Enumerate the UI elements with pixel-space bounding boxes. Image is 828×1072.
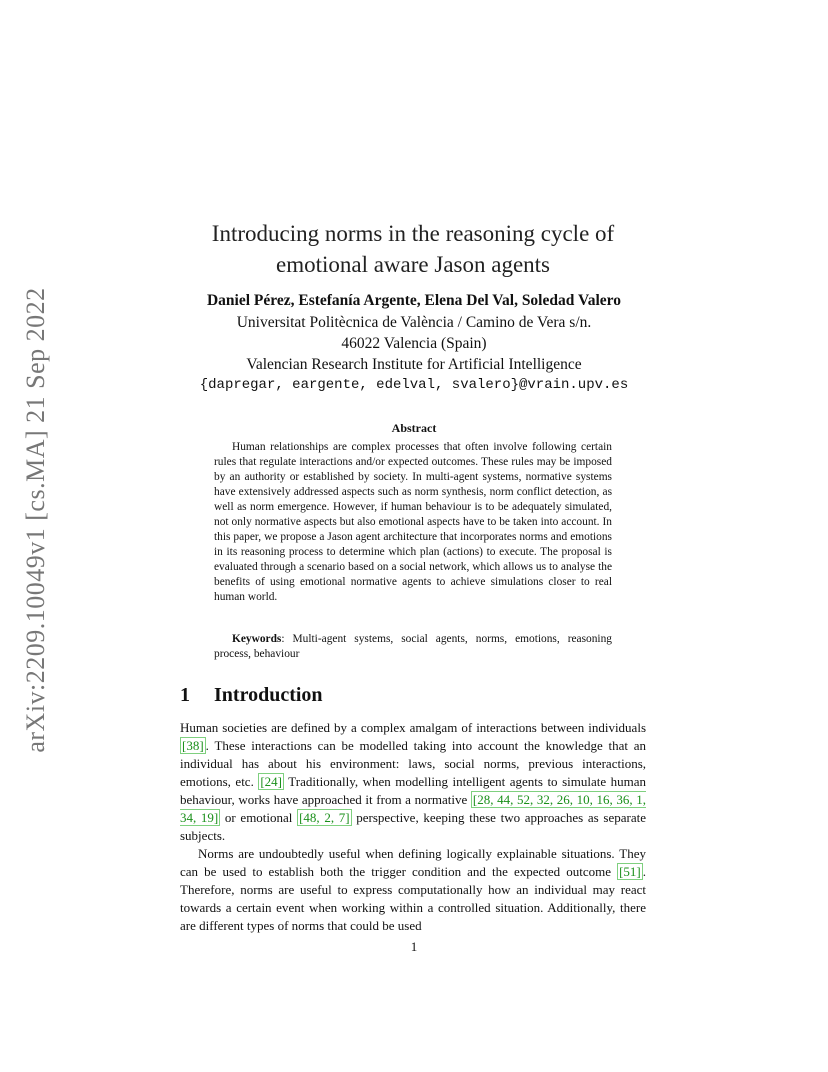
text-run: or emotional [220, 810, 298, 825]
keywords [214, 632, 612, 662]
affiliation-line-2: 46022 Valencia (Spain) [341, 335, 487, 352]
text-run: . These interactions can be modelled taking into account the knowledge that an individual has about his environment: laws, social norms, previous interactions, emotions, etc. [180, 738, 646, 789]
text-run: Human societies are defined by a complex amalgam of interactions between individuals [180, 720, 646, 735]
citation-link[interactable]: [48, 2, 7] [299, 810, 350, 825]
author-emails: {dapregar, eargente, edelval, svalero}@vrain.upv.es [199, 377, 629, 393]
author-list: Daniel Pérez, Estefanía Argente, Elena Del Val, Soledad Valero [206, 292, 622, 309]
arxiv-sidebar [16, 270, 56, 770]
section-title: Introduction [214, 684, 323, 706]
citation-link[interactable]: [51] [619, 864, 641, 879]
text-run: Traditionally, when modelling intelligent agents to simulate human behaviour, works have approached it from a normative [180, 774, 646, 807]
paper-title [168, 218, 658, 280]
arxiv-stamp: arXiv:2209.10049v1 [cs.MA] 21 Sep 2022 [21, 287, 50, 753]
section-heading [180, 684, 323, 707]
citation-link[interactable]: [38] [182, 738, 204, 753]
title-line-1: Introducing norms in the reasoning cycle of [211, 221, 615, 246]
affiliation-line-3: Valencian Research Institute for Artificial Intelligence [246, 356, 582, 373]
paragraph-2 [180, 845, 646, 935]
section-number: 1 [180, 684, 190, 706]
text-run: . Therefore, norms are useful to express computationally how an individual may react towards a certain event when working within a controlled situation. Additionally, there are different types of norms that could be used [180, 864, 646, 933]
keywords-text: : Multi-agent systems, social agents, norms, emotions, reasoning process, behaviour [214, 633, 612, 660]
abstract-text: Human relationships are complex processes that often involve following certain rules that regulate interactions and/or expected outcomes. These rules may be imposed by an authority or established by society. In multi-agent systems, normative systems have extensively addressed aspects such as norm synthesis, norm conflict detection, as well as norm emergence. However, if human behaviour is to be adequately simulated, not only normative aspects but also emotional aspects have to be taken into account. In this paper, we propose a Jason agent architecture that incorporates norms and emotions in its reasoning process to determine which plan (actions) to execute. The proposal is evaluated through a scenario based on a social network, which allows us to analyse the benefits of using emotional normative agents to achieve simulations closer to real human world. [214, 441, 612, 603]
section-body [180, 719, 646, 935]
citation-link[interactable]: [24] [260, 774, 283, 789]
text-run: Norms are undoubtedly useful when defining logically explainable situations. They can be used to establish both the trigger condition and the expected outcome [180, 846, 646, 879]
affiliation-block [160, 312, 668, 396]
keywords-label: Keywords [232, 633, 282, 645]
affiliation-line-1: Universitat Politècnica de València / Camino de Vera s/n. [236, 314, 592, 331]
page-number: 1 [410, 939, 418, 954]
paragraph-1 [180, 719, 646, 845]
abstract-heading: Abstract [391, 421, 437, 435]
citation-link[interactable]: [28, 44, 52, 32, 26, 10, 16, 36, 1, 34, 19] [180, 792, 646, 825]
title-line-2: emotional aware Jason agents [276, 252, 550, 277]
text-run: perspective, keeping these two approaches as separate subjects. [180, 810, 646, 843]
